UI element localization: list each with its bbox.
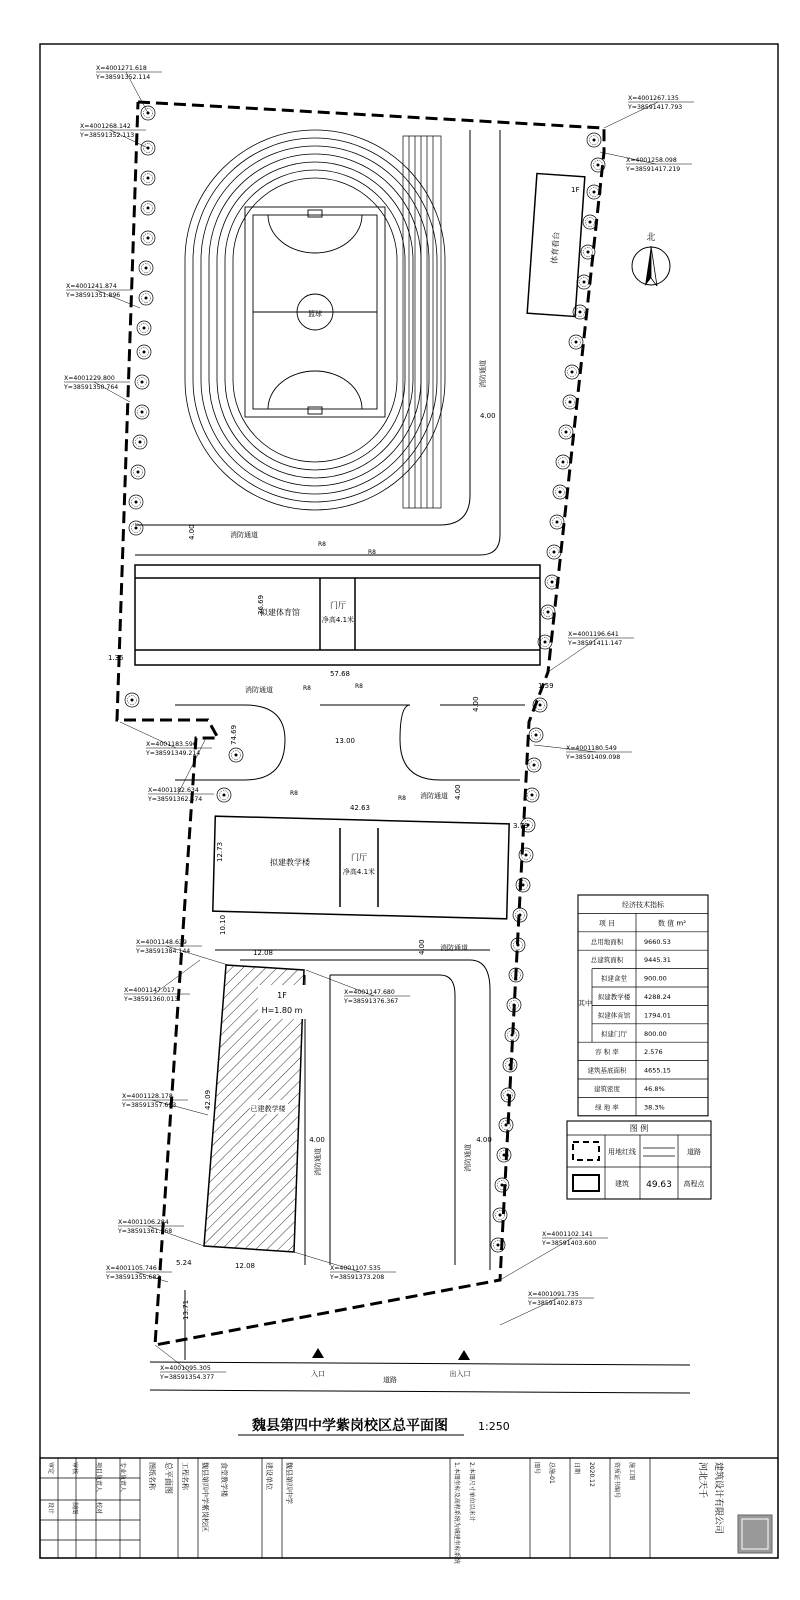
tree-icon [550, 515, 564, 529]
title-block-role: 制图 [71, 1502, 78, 1515]
running-track [185, 130, 445, 510]
dim-3669: 36.69 [257, 594, 265, 615]
tree-icon [547, 545, 561, 559]
coordinate-x: X=4001102.141 [542, 1231, 593, 1238]
dim-5768: 57.68 [329, 670, 351, 678]
coordinate-y: Y=38591402.873 [528, 1300, 583, 1307]
drawing-name-label: 图纸名称 [148, 1462, 156, 1490]
project-label: 工程名称 [181, 1462, 189, 1490]
boundary-trees [125, 106, 605, 1252]
radius-8c: R8 [303, 685, 311, 692]
coordinate-callout [600, 152, 692, 173]
company-seal-icon [738, 1515, 772, 1553]
existing-label: 已建教学楼 [250, 1105, 286, 1113]
entrance-2-marker [458, 1350, 470, 1360]
tree-icon [217, 788, 231, 802]
coordinate-x: X=4001147.017 [124, 987, 175, 994]
tree-icon [131, 465, 145, 479]
client-label: 建设单位 [265, 1462, 273, 1490]
tree-icon [559, 425, 573, 439]
tree-icon [587, 133, 601, 147]
radius-8f: R8 [398, 795, 406, 802]
tree-icon [139, 291, 153, 305]
dim-524: 5.24 [176, 1259, 192, 1267]
site-boundary [117, 102, 604, 1345]
tree-icon [139, 261, 153, 275]
econ-row-value: 9660.53 [644, 937, 671, 946]
north-arrow-icon [632, 246, 670, 286]
street [150, 1362, 690, 1393]
coordinate-y: Y=38591409.098 [566, 754, 621, 761]
dim-4209: 42.09 [204, 1089, 212, 1110]
econ-row-item: 建筑基底面积 [587, 1066, 627, 1075]
tree-icon [499, 1118, 513, 1132]
tree-icon [516, 878, 530, 892]
econ-group-label: 其中 [578, 999, 592, 1008]
coordinate-y: Y=38591350.764 [64, 384, 119, 391]
coordinate-y: Y=38591349.214 [146, 750, 201, 757]
coordinate-y: Y=38591362.574 [148, 796, 203, 803]
econ-row-value: 38.3% [644, 1103, 665, 1112]
drawing-no: 总施-01 [548, 1462, 555, 1484]
project-name: 魏县第四中学紫岗校区 [201, 1462, 209, 1532]
note-2: 2.本图尺寸单位以米计 [468, 1462, 475, 1522]
coordinate-callout [105, 1265, 172, 1282]
teaching-label: 拟建教学楼 [270, 858, 310, 867]
tree-icon [135, 375, 149, 389]
econ-head-value: 数 值 m² [657, 919, 687, 928]
econ-head-item: 项 目 [598, 919, 616, 928]
econ-row-value: 1794.01 [644, 1011, 671, 1020]
tree-icon [583, 215, 597, 229]
econ-table [578, 895, 708, 1116]
econ-table-title: 经济技术指标 [622, 901, 664, 909]
fire-lane-6: 消防通道 [314, 1148, 322, 1176]
tree-icon [541, 605, 555, 619]
coordinate-x: X=4001106.284 [118, 1219, 169, 1226]
coordinate-y: Y=38591352.114 [96, 74, 151, 81]
coordinate-y: Y=38591354.377 [160, 1374, 215, 1381]
coordinate-x: X=4001095.305 [160, 1365, 211, 1372]
econ-row-value: 800.00 [644, 1029, 667, 1038]
gym-gate-note: 净高4.1米 [321, 616, 355, 624]
econ-row-value: 4288.24 [644, 993, 671, 1001]
coordinate-y: Y=38591361.168 [118, 1228, 173, 1235]
radius-8e: R8 [290, 790, 298, 797]
coordinate-y: Y=38591417.219 [626, 166, 681, 173]
dim-1300: 13.00 [334, 737, 356, 745]
tree-icon [129, 521, 143, 535]
tree-icon [563, 395, 577, 409]
title-block-role: 审核 [71, 1462, 78, 1475]
econ-row-item: 绿 地 率 [595, 1103, 619, 1112]
dim-1371: 13.71 [182, 1299, 190, 1320]
tree-icon [591, 158, 605, 172]
coordinate-x: X=4001268.142 [80, 123, 131, 130]
dim-7469: 74.69 [230, 724, 238, 745]
tree-icon [133, 435, 147, 449]
legend-building-label: 建筑 [615, 1180, 629, 1188]
econ-row-item: 拟建体育馆 [597, 1011, 631, 1020]
tree-icon [519, 848, 533, 862]
tree-icon [141, 201, 155, 215]
subproject-name: 食堂教学楼 [220, 1462, 228, 1497]
dim-159: 1.59 [538, 682, 554, 690]
dim-1208a: 12.08 [252, 949, 274, 957]
gym-building [135, 565, 540, 665]
econ-row-item: 总用地面积 [590, 937, 624, 946]
tree-icon [125, 693, 139, 707]
dim-400a: 4.00 [480, 412, 496, 420]
econ-row-item: 拟建门厅 [601, 1029, 627, 1038]
sprint-lanes [403, 136, 441, 508]
coordinate-callout [95, 65, 162, 113]
coordinate-x: X=4001241.874 [66, 283, 117, 290]
tree-icon [565, 365, 579, 379]
coordinate-y: Y=38591417.793 [628, 104, 683, 111]
note-1: 1.本图坐标及高程系统为城建坐标系统 [453, 1462, 460, 1564]
field-label: 篮球 [308, 310, 322, 318]
econ-row-value: 2.576 [644, 1048, 663, 1057]
econ-row-item: 总建筑面积 [590, 956, 624, 965]
coordinate-x: X=4001267.135 [628, 95, 679, 102]
fire-lane-5: 消防通道 [479, 360, 487, 388]
coordinate-x: X=4001183.596 [146, 741, 197, 748]
dimension-labels [108, 412, 554, 1320]
stand-label: 体育看台 [549, 231, 562, 265]
tree-icon [569, 335, 583, 349]
legend [567, 1121, 711, 1199]
tree-icon [495, 1178, 509, 1192]
coordinate-callout [121, 1093, 208, 1115]
title-block [40, 1458, 778, 1564]
dim-135: 1.35 [108, 654, 124, 662]
dim-400g: 4.00 [476, 1136, 492, 1144]
tree-icon [525, 788, 539, 802]
econ-row-value: 4655.15 [644, 1066, 671, 1075]
econ-row-value: 900.00 [644, 974, 667, 983]
date-label: 日期 [573, 1462, 580, 1475]
coordinate-callout [63, 375, 130, 402]
gym-label: 拟建体育馆 [260, 608, 300, 617]
tree-icon [497, 1148, 511, 1162]
entrance-1-label: 入口 [311, 1370, 325, 1378]
coordinate-y: Y=38591357.693 [122, 1102, 177, 1109]
tree-icon [529, 728, 543, 742]
coordinate-x: X=4001128.178 [122, 1093, 173, 1100]
coordinate-callout [500, 1291, 594, 1325]
entrance-2-label: 出入口 [449, 1370, 471, 1378]
fire-lane-2: 消防通道 [245, 686, 273, 694]
coordinate-callout [294, 1252, 396, 1281]
coordinate-callout [65, 283, 140, 308]
tree-icon [527, 758, 541, 772]
drawing-title: 魏县第四中学紫岗校区总平面图 [252, 1418, 448, 1434]
coordinate-y: Y=38591411.147 [568, 640, 623, 647]
teaching-gate-label: 门厅 [351, 853, 367, 862]
radius-8b: R8 [368, 549, 376, 556]
dim-400e: 4.00 [418, 939, 426, 955]
drawing-name: 总平面图 [164, 1462, 173, 1494]
coordinate-y: Y=38591376.367 [344, 998, 399, 1005]
econ-row-item: 建筑密度 [594, 1085, 620, 1093]
company-name-1: 河北天千 [697, 1462, 707, 1499]
dim-1208b: 12.08 [234, 1262, 256, 1270]
radius-8a: R8 [318, 541, 326, 548]
fire-lane-4: 消防通道 [440, 944, 468, 952]
econ-row-value: 46.8% [644, 1085, 665, 1093]
coordinate-y: Y=38591360.013 [124, 996, 179, 1003]
econ-row-item: 拟建教学楼 [597, 993, 631, 1001]
title-block-role: 项目负责人 [95, 1462, 102, 1493]
gym-gate-label: 门厅 [330, 601, 346, 610]
dim-400f: 4.00 [309, 1136, 325, 1144]
date-value: 2020.12 [588, 1462, 595, 1487]
coordinate-x: X=4001229.800 [64, 375, 115, 382]
drawing-scale: 1:250 [478, 1420, 510, 1433]
coordinate-x: X=4001271.618 [96, 65, 147, 72]
entrance-1-marker [312, 1348, 324, 1358]
title-block-role: 专业负责人 [119, 1462, 126, 1493]
coordinate-x: X=4001148.639 [136, 939, 187, 946]
coordinate-y: Y=38591351.896 [66, 292, 121, 299]
cert-label: 资质证书编号 [613, 1462, 620, 1499]
tree-icon [493, 1208, 507, 1222]
teaching-gate-note: 净高4.1米 [342, 868, 376, 876]
existing-height: H=1.80 m [261, 1006, 303, 1015]
coordinate-y: Y=38591384.144 [136, 948, 191, 955]
coordinate-y: Y=38591403.600 [542, 1240, 597, 1247]
tree-icon [556, 455, 570, 469]
coordinate-callout [123, 960, 200, 1003]
coordinate-y: Y=38591373.208 [330, 1274, 385, 1281]
legend-point-label: 高程点 [683, 1180, 705, 1188]
legend-title: 图 例 [629, 1124, 649, 1133]
dim-4263: 42.63 [349, 804, 371, 812]
coordinate-x: X=4001147.680 [344, 989, 395, 996]
legend-elevation-sample: 49.63 [646, 1180, 672, 1190]
tree-icon [581, 245, 595, 259]
north-label: 北 [646, 233, 656, 243]
title-block-role: 审定 [47, 1462, 54, 1475]
econ-row-item: 容 积 率 [595, 1048, 619, 1057]
tree-icon [229, 748, 243, 762]
coordinate-y: Y=38591355.682 [106, 1274, 161, 1281]
tree-icon [141, 231, 155, 245]
legend-road-label: 道路 [687, 1148, 701, 1156]
stand-floors: 1F [571, 186, 580, 194]
tree-icon [137, 345, 151, 359]
tree-icon [129, 495, 143, 509]
coordinate-callout [120, 722, 212, 757]
radius-8d: R8 [355, 683, 363, 690]
econ-row-value: 9445.31 [644, 956, 671, 965]
dim-1010: 10.10 [219, 914, 227, 935]
coordinate-x: X=4001107.535 [330, 1265, 381, 1272]
coordinate-x: X=4001091.735 [528, 1291, 579, 1298]
coordinate-callout [604, 95, 694, 128]
title-block-role: 设计 [47, 1502, 54, 1515]
coordinate-callout [155, 1345, 226, 1381]
legend-boundary-label: 用地红线 [608, 1148, 636, 1156]
econ-row-item: 拟建食堂 [601, 974, 627, 983]
coordinate-x: X=4001196.641 [568, 631, 619, 638]
fire-lane-7: 消防通道 [464, 1144, 472, 1172]
coordinate-x: X=4001105.746 [106, 1265, 157, 1272]
fire-lane-3: 消防通道 [420, 792, 448, 800]
coordinate-callout [500, 1231, 608, 1280]
fire-lane-1: 消防通道 [230, 531, 258, 539]
street-label: 道路 [383, 1376, 397, 1384]
client-name: 魏县第四中学 [285, 1462, 293, 1504]
coordinate-callout [534, 745, 632, 761]
company-name-2: 建筑设计有限公司 [713, 1462, 723, 1535]
dim-1273: 12.73 [216, 841, 224, 862]
tree-icon [553, 485, 567, 499]
phase-label: 施工图 [628, 1462, 635, 1481]
tree-icon [137, 321, 151, 335]
coordinate-x: X=4001180.549 [566, 745, 617, 752]
coordinate-callout [548, 631, 634, 672]
drawing-no-label: 图号 [533, 1462, 540, 1475]
dim-400c: 4.00 [472, 696, 480, 712]
dim-400d: 4.00 [454, 784, 462, 800]
dim-379: 3.79 [513, 822, 529, 830]
existing-floors: 1F [277, 991, 287, 1000]
coordinate-x: X=4001182.634 [148, 787, 199, 794]
dim-400b: 4.00 [188, 524, 196, 540]
title-block-role: 校对 [95, 1502, 102, 1515]
coordinate-x: X=4001258.098 [626, 157, 677, 164]
tree-icon [141, 171, 155, 185]
tree-icon [135, 405, 149, 419]
coordinate-y: Y=38591352.113 [80, 132, 135, 139]
